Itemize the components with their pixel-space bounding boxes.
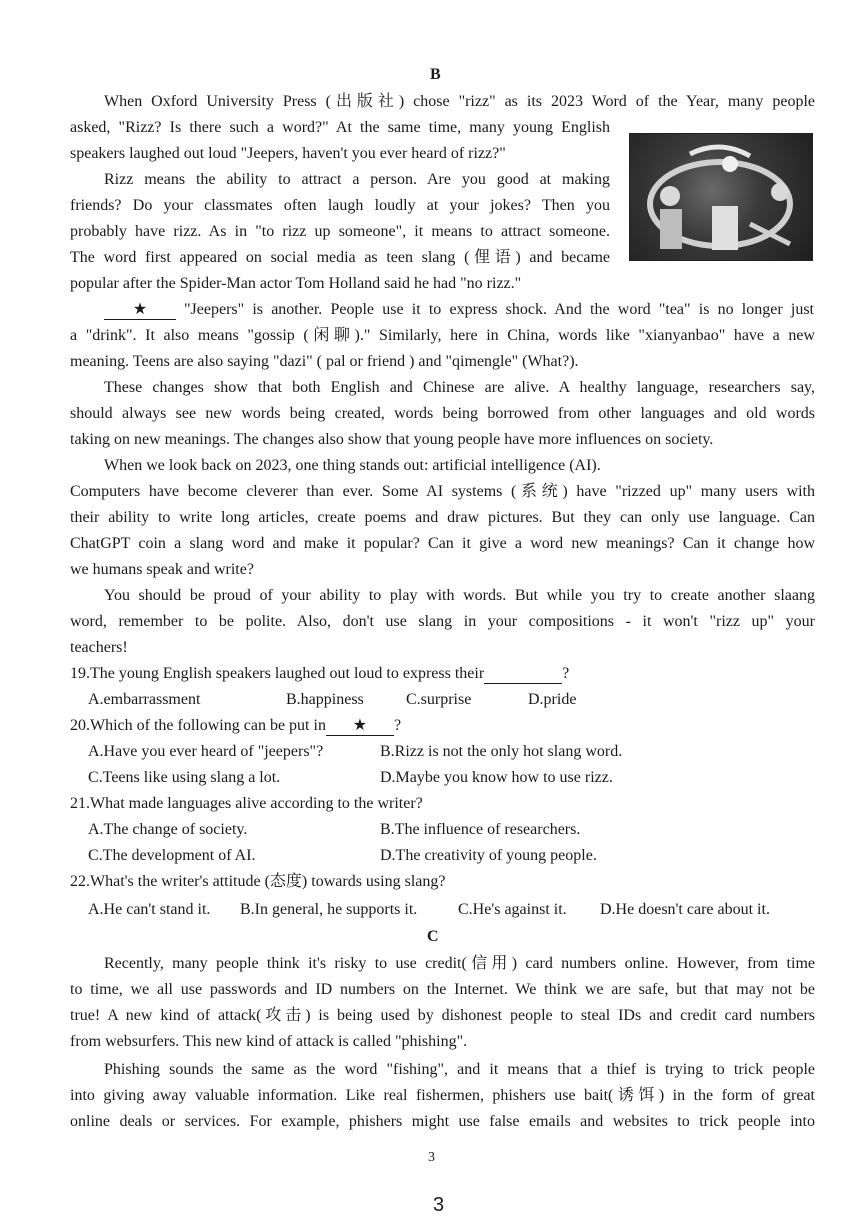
question-19-stem	[70, 664, 815, 684]
passage-b-line: When we look back on 2023, one thing stands out: artificial intelligence (AI).	[104, 457, 601, 474]
question-21-stem: 21.What made languages alive according to the writer?	[70, 795, 423, 812]
passage-b-line: Rizz means the ability to attract a person. Are you good at making	[104, 171, 610, 188]
passage-b-line: should always see new words being created, words being borrowed from other languages and old words	[70, 405, 815, 422]
section-b-title: B	[430, 66, 441, 83]
passage-c-line: online deals or services. For example, phishers might use false emails and websites to trick people into	[70, 1113, 815, 1130]
passage-b-line: You should be proud of your ability to play with words. But while you try to create another slaang	[104, 587, 815, 604]
answer-blank	[484, 665, 562, 684]
passage-b-line: popular after the Spider-Man actor Tom Holland said he had "no rizz."	[70, 275, 522, 292]
passage-b-line: speakers laughed out loud "Jeepers, haven't you ever heard of rizz?"	[70, 145, 506, 162]
passage-c-line: to time, we all use passwords and ID numbers on the Internet. We think we are safe, but that may not be	[70, 981, 815, 998]
question-22-option-c: C.He's against it.	[458, 901, 567, 918]
passage-image	[629, 133, 813, 261]
passage-b-line-with-blank	[70, 300, 815, 320]
question-19-end: ?	[562, 665, 570, 682]
section-c-title: C	[427, 928, 439, 945]
passage-image-art	[630, 134, 812, 260]
page-number-small: 3	[428, 1150, 435, 1165]
question-19-option-b: B.happiness	[286, 691, 364, 708]
question-20-stem	[70, 716, 815, 736]
question-22-option-a: A.He can't stand it.	[88, 901, 211, 918]
passage-b-line: a "drink". It also means "gossip (闲聊)." Similarly, here in China, words like "xianyanbao" have a new	[70, 327, 815, 344]
question-21-option-a: A.The change of society.	[88, 821, 248, 838]
passage-b-line: teachers!	[70, 639, 128, 656]
question-20-text: 20.Which of the following can be put in	[70, 717, 326, 734]
question-21-option-d: D.The creativity of young people.	[380, 847, 597, 864]
question-19-text: 19.The young English speakers laughed out loud to express their	[70, 665, 485, 682]
star-blank	[326, 717, 394, 736]
question-19-option-d: D.pride	[528, 691, 577, 708]
passage-b-line: asked, "Rizz? Is there such a word?" At the same time, many young English	[70, 119, 610, 136]
passage-b-text: "Jeepers" is another. People use it to express shock. And the word "tea" is no longer just	[184, 301, 814, 318]
passage-c-line: into giving away valuable information. Like real fishermen, phishers use bait(诱饵) in the form of great	[70, 1087, 815, 1104]
question-21-option-c: C.The development of AI.	[88, 847, 256, 864]
question-22-option-b: B.In general, he supports it.	[240, 901, 418, 918]
question-20-option-a: A.Have you ever heard of "jeepers"?	[88, 743, 324, 760]
passage-b-line: their ability to write long articles, create poems and draw pictures. But they can only use language. Can	[70, 509, 815, 526]
star-icon: ★	[132, 301, 148, 318]
question-21-option-b: B.The influence of researchers.	[380, 821, 581, 838]
passage-c-line: from websurfers. This new kind of attack is called "phishing".	[70, 1033, 468, 1050]
passage-b-line: friends? Do your classmates often laugh loudly at your jokes? Then you	[70, 197, 610, 214]
passage-b-line: word, remember to be polite. Also, don't use slang in your compositions - it won't "rizz up" your	[70, 613, 815, 630]
question-20-option-b: B.Rizz is not the only hot slang word.	[380, 743, 623, 760]
question-19-option-a: A.embarrassment	[88, 691, 201, 708]
passage-b-line: probably have rizz. As in "to rizz up someone", it means to attract someone.	[70, 223, 610, 240]
passage-b-line: The word first appeared on social media as teen slang (俚语) and became	[70, 249, 610, 266]
passage-b-line: When Oxford University Press (出版社) chose "rizz" as its 2023 Word of the Year, many people	[104, 93, 815, 110]
passage-b-line: ChatGPT coin a slang word and make it popular? Can it give a word new meanings? Can it change how	[70, 535, 815, 552]
question-22-stem: 22.What's the writer's attitude (态度) towards using slang?	[70, 873, 446, 890]
passage-b-line: Computers have become cleverer than ever. Some AI systems (系统) have "rizzed up" many users with	[70, 483, 815, 500]
passage-c-line: true! A new kind of attack(攻击) is being used by dishonest people to steal IDs and credit card numbers	[70, 1007, 815, 1024]
passage-c-line: Recently, many people think it's risky to use credit(信用) card numbers online. However, from time	[104, 955, 815, 972]
question-20-end: ?	[393, 717, 402, 734]
passage-b-line: we humans speak and write?	[70, 561, 254, 578]
passage-c-line: Phishing sounds the same as the word "fishing", and it means that a thief is trying to trick people	[104, 1061, 815, 1078]
star-icon: ★	[352, 717, 368, 734]
passage-b-line: taking on new meanings. The changes also show that young people have more influences on society.	[70, 431, 714, 448]
passage-b-line: These changes show that both English and Chinese are alive. A healthy language, researchers say,	[104, 379, 815, 396]
passage-b-line: meaning. Teens are also saying "dazi" ( pal or friend ) and "qimengle" (What?).	[70, 353, 579, 370]
page-number-large: 3	[433, 1194, 445, 1216]
question-19-option-c: C.surprise	[406, 691, 472, 708]
question-20-option-d: D.Maybe you know how to use rizz.	[380, 769, 613, 786]
question-22-option-d: D.He doesn't care about it.	[600, 901, 770, 918]
star-blank	[104, 301, 176, 320]
question-20-option-c: C.Teens like using slang a lot.	[88, 769, 281, 786]
